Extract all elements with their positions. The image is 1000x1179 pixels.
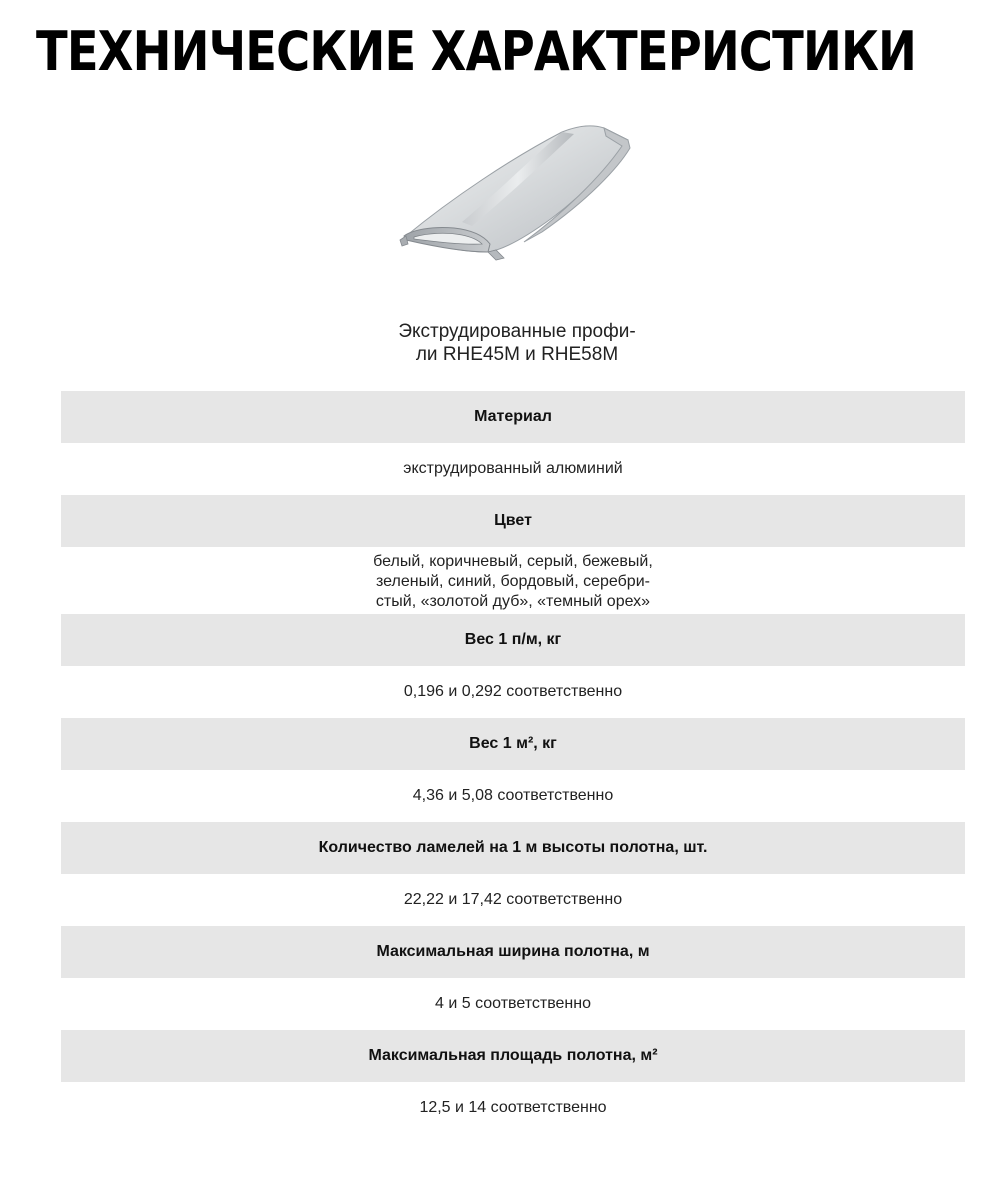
page-title: ТЕХНИЧЕСКИЕ ХАРАКТЕРИСТИКИ: [36, 20, 917, 83]
caption-line: Экструдированные профи-: [398, 321, 636, 342]
spec-value-text: 4,36 и 5,08 соответственно: [412, 787, 614, 804]
spec-label-text: Максимальная площадь полотна, м²: [368, 1047, 658, 1064]
spec-label-slat-count: [61, 822, 965, 874]
spec-value-text: 0,196 и 0,292 соответственно: [403, 683, 623, 700]
spec-label-text: Вес 1 п/м, кг: [464, 631, 562, 648]
spec-table: [61, 391, 965, 1134]
spec-label-max-width: [61, 926, 965, 978]
spec-label-text: Количество ламелей на 1 м высоты полотна, шт.: [318, 839, 708, 856]
spec-label-max-area: [61, 1030, 965, 1082]
spec-value-max-width: [61, 978, 965, 1030]
spec-value-text: 12,5 и 14 соответственно: [419, 1099, 607, 1116]
spec-label-color: [61, 495, 965, 547]
caption-line: ли RHE45M и RHE58M: [415, 344, 619, 365]
spec-value-weight-linear: [61, 666, 965, 718]
spec-value-text: зеленый, синий, бордовый, серебри-: [376, 572, 650, 590]
spec-value-max-area: [61, 1082, 965, 1134]
spec-value-material: [61, 443, 965, 495]
aluminium-slat-profile-icon: [392, 118, 640, 268]
spec-value-text: белый, коричневый, серый, бежевый,: [373, 552, 653, 570]
spec-label-text: Материал: [474, 408, 552, 425]
spec-label-weight-linear: [61, 614, 965, 666]
spec-value-slat-count: [61, 874, 965, 926]
spec-label-material: [61, 391, 965, 443]
product-caption: [300, 320, 734, 366]
spec-value-text: 4 и 5 соответственно: [435, 995, 591, 1012]
spec-value-text: экструдированный алюминий: [403, 460, 623, 477]
spec-label-text: Максимальная ширина полотна, м: [376, 943, 650, 960]
spec-value-color: [61, 547, 965, 614]
spec-label-text: Вес 1 м², кг: [469, 735, 557, 752]
spec-value-text: 22,22 и 17,42 соответственно: [403, 891, 623, 908]
spec-value-weight-area: [61, 770, 965, 822]
spec-label-text: Цвет: [494, 512, 532, 529]
spec-value-text: стый, «золотой дуб», «темный орех»: [375, 592, 651, 610]
spec-label-weight-area: [61, 718, 965, 770]
